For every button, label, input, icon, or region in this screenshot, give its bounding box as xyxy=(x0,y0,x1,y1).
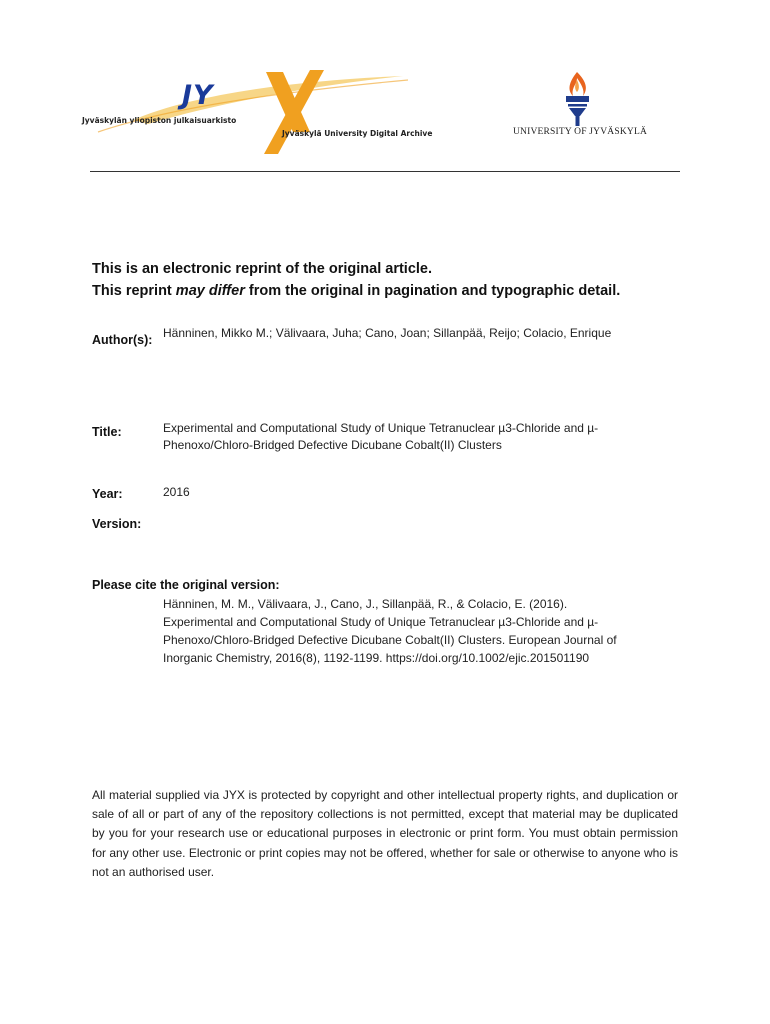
authors-label: Author(s): xyxy=(92,333,153,347)
header-divider xyxy=(90,171,680,172)
title-value-line-2: Phenoxo/Chloro-Bridged Defective Dicubane Cobalt(II) Clusters xyxy=(163,438,502,452)
citation-block xyxy=(163,595,617,667)
title-value-line-1: Experimental and Computational Study of Unique Tetranuclear µ3-Chloride and µ- xyxy=(163,421,599,435)
intro-line-1: This is an electronic reprint of the original article. xyxy=(92,261,433,277)
citation-line-4: Inorganic Chemistry, 2016(8), 1192-1199. https://doi.org/10.1002/ejic.201501190 xyxy=(163,651,590,665)
version-label: Version: xyxy=(92,517,142,531)
jyx-logo-letters: JY xyxy=(182,80,214,111)
intro-line-2 xyxy=(92,283,620,299)
jyx-tagline-fi: Jyväskylän yliopiston julkaisuarkisto xyxy=(82,116,237,125)
jyx-logo xyxy=(78,62,433,157)
citation-line-2: Experimental and Computational Study of Unique Tetranuclear µ3-Chloride and µ- xyxy=(163,615,599,629)
title-label: Title: xyxy=(92,425,122,439)
citation-line-1: Hänninen, M. M., Välivaara, J., Cano, J., Sillanpää, R., & Colacio, E. (2016). xyxy=(163,597,568,611)
intro-line-2-emphasis: may differ xyxy=(175,283,245,299)
jyx-tagline-en: Jyväskylä University Digital Archive xyxy=(282,129,433,138)
authors-value: Hänninen, Mikko M.; Välivaara, Juha; Cano, Joan; Sillanpää, Reijo; Colacio, Enrique xyxy=(163,326,612,340)
year-label: Year: xyxy=(92,487,123,501)
university-name: UNIVERSITY OF JYVÄSKYLÄ xyxy=(512,127,648,137)
citation-line-3: Phenoxo/Chloro-Bridged Defective Dicubane Cobalt(II) Clusters. European Journal of xyxy=(163,633,617,647)
year-value: 2016 xyxy=(163,485,190,499)
intro-line-2-end: from the original in pagination and typographic detail. xyxy=(244,283,621,299)
jyx-swoosh-graphic xyxy=(78,62,428,157)
copyright-notice: All material supplied via JYX is protected by copyright and other intellectual property rights, and duplication or sale of all or part of any of the repository collections is not permitted, except that material may be duplicated by you for your research use or educational purposes in electronic or print form. You must obtain permission for any other use. Electronic or print copies may not be offered, whether for sale or otherwise to anyone who is not an authorised user. xyxy=(92,788,678,879)
intro-line-2-start: This reprint xyxy=(92,283,176,299)
cite-label: Please cite the original version: xyxy=(92,578,280,592)
